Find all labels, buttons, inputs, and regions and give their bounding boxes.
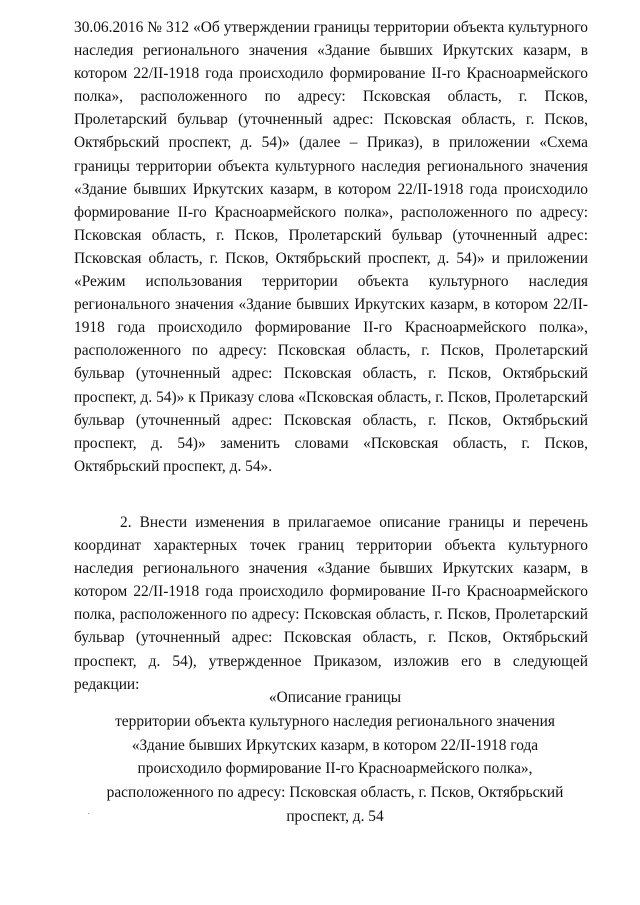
section-heading <box>40 686 630 829</box>
heading-line-6: проспект, д. 54 <box>286 807 384 825</box>
body-paragraph-1: 30.06.2016 № 312 «Об утверждении границы территории объекта культурного наследия регионального значения «Здание бывших Иркутских казарм, в котором 22/II-1918 года происходило формирование II-го Красноармейского полка», расположенного по адресу: Псковская область, г. Псков, Пролетарский бульвар (уточненный адрес: Псковская область, г. Псков, Октябрьский проспект, д. 54)» (далее – Приказ), в приложении «Схема границы территории объекта культурного наследия регионального значения «Здание бывших Иркутских казарм, в котором 22/II-1918 года происходило формирование II-го Красноармейского полка», расположенного по адресу: Псковская область, г. Псков, Пролетарский бульвар (уточненный адрес: Псковская область, г. Псков, Октябрьский проспект, д. 54)» и приложении «Режим использования территории объекта культурного наследия регионального значения «Здание бывших Иркутских казарм, в котором 22/II-1918 года происходило формирование II-го Красноармейского полка», расположенного по адресу: Псковская область, г. Псков, Пролетарский бульвар (уточненный адрес: Псковская область, г. Псков, Октябрьский проспект, д. 54)» к Приказу слова «Псковская область, г. Псков, Пролетарский бульвар (уточненный адрес: Псковская область, г. Псков, Октябрьский проспект, д. 54)» заменить словами «Псковская область, г. Псков, Октябрьский проспект, д. 54». <box>74 19 588 475</box>
scan-speck <box>88 813 89 814</box>
heading-line-1: «Описание границы <box>268 689 402 706</box>
body-paragraph-2: 2. Внести изменения в прилагаемое описание границы и перечень координат характерных точек границ территории объекта культурного наследия регионального значения «Здание бывших Иркутских казарм, в котором 22/II-1918 года происходило формирование II-го Красноармейского полка, расположенного по адресу: Псковская область, г. Псков, Пролетарский бульвар (уточненный адрес: Псковская область, г. Псков, Октябрьский проспект, д. 54), утвержденное Приказом, изложив его в следующей редакции: <box>74 514 588 693</box>
heading-line-3: «Здание бывших Иркутских казарм, в котором 22/II-1918 года <box>131 736 539 754</box>
heading-line-5: расположенного по адресу: Псковская область, г. Псков, Октябрьский <box>106 784 564 802</box>
heading-line-2: территории объекта культурного наследия регионального значения <box>115 712 555 730</box>
heading-line-4: происходило формирование II-го Красноармейского полка», <box>137 760 533 778</box>
